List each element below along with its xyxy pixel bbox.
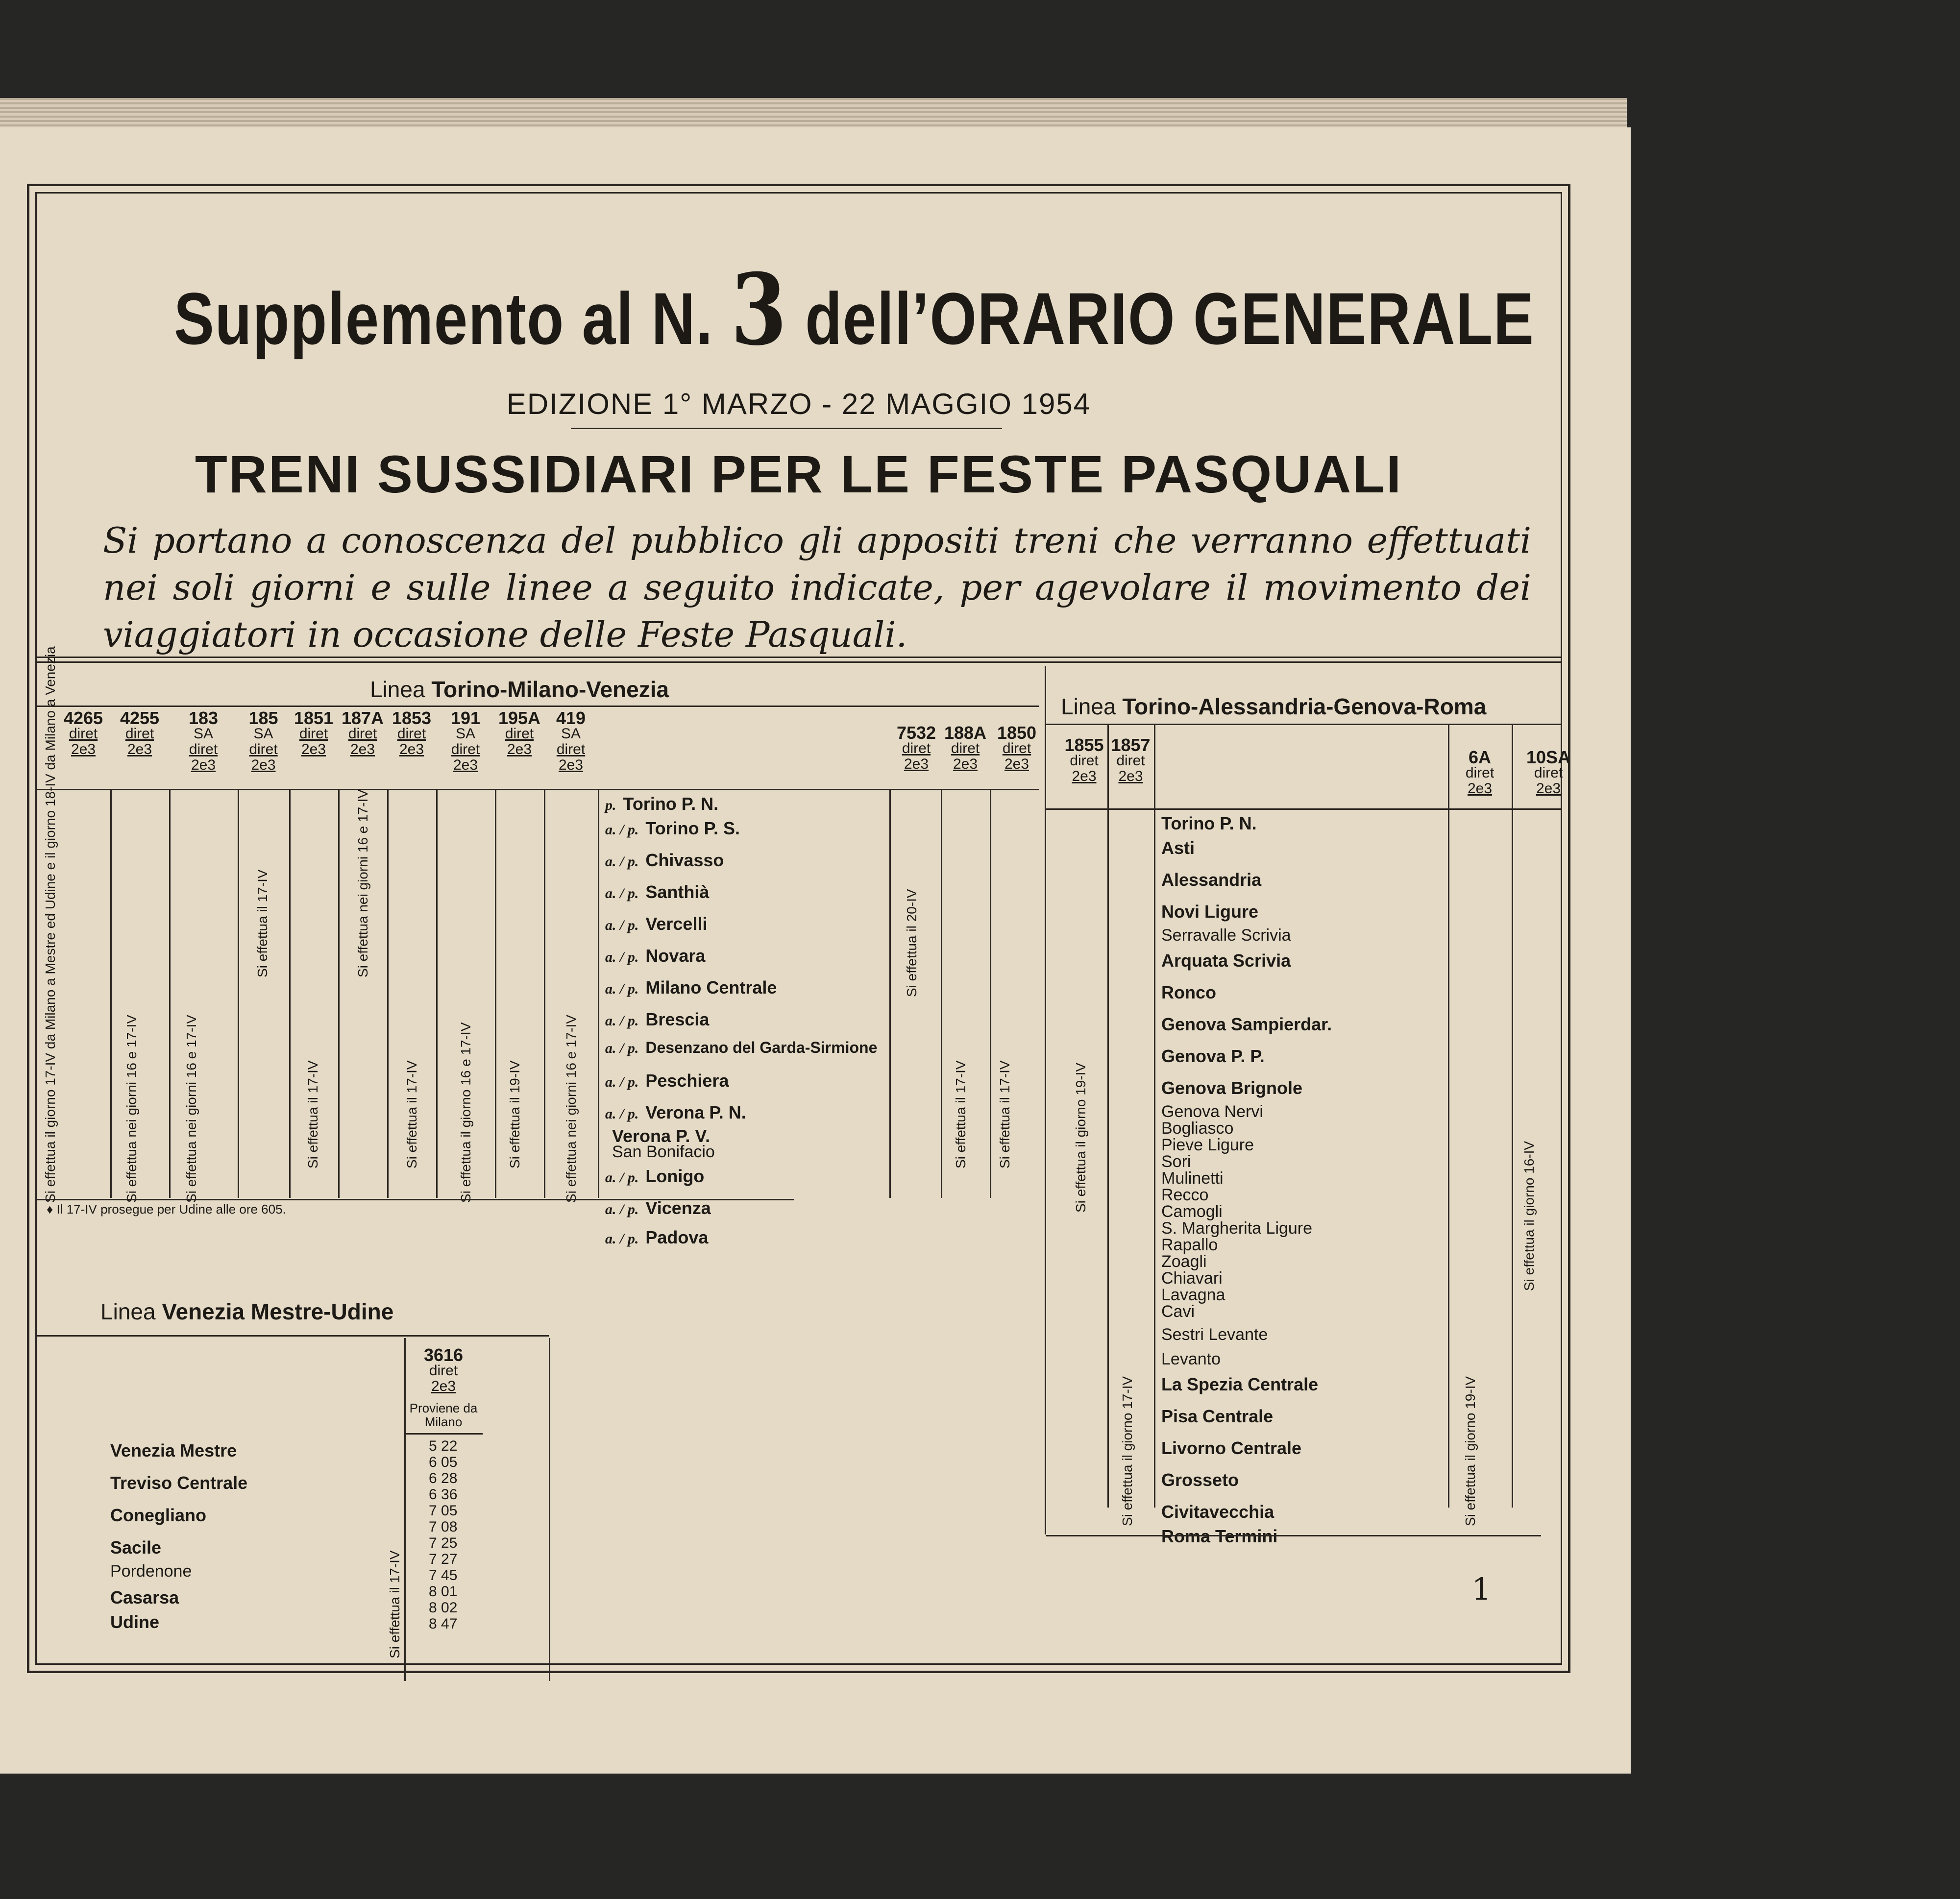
station-lavagna: Lavagna — [1161, 1286, 1225, 1304]
train-185: 185 SA diret 2e3 — [248, 708, 278, 773]
station-pordenone: Pordenone — [110, 1562, 192, 1581]
note-187a: Si effettua nei giorni 16 e 17-IV — [355, 789, 370, 977]
train-1850: 1850 diret 2e3 — [997, 723, 1037, 772]
station-sori: Sori — [1161, 1152, 1191, 1171]
train-1857: 1857 diret 2e3 — [1111, 735, 1151, 784]
note-7532: Si effettua il 20-IV — [904, 889, 919, 997]
train-187a: 187A diret 2e3 — [341, 708, 384, 757]
station-torino-ps: a. / p. Torino P. S. — [605, 818, 740, 838]
note-195a: Si effettua il 19-IV — [507, 1060, 522, 1169]
note-10sa: Si effettua il giorno 16-IV — [1521, 1141, 1537, 1291]
station-brescia: a. / p. Brescia — [605, 1009, 710, 1029]
station-milano-centrale: a. / p. Milano Centrale — [605, 977, 777, 998]
station-chivasso: a. / p. Chivasso — [605, 850, 724, 870]
note-4255: Si effettua nei giorni 16 e 17-IV — [124, 1015, 139, 1203]
station-torino-pn: p. Torino P. N. — [605, 794, 719, 814]
note-188a: Si effettua il 17-IV — [953, 1060, 968, 1169]
train-191: 191 SA diret 2e3 — [450, 708, 481, 773]
station-serravalle: Serravalle Scrivia — [1161, 926, 1291, 945]
train-188a: 188A diret 2e3 — [944, 723, 987, 772]
station-novi-ligure: Novi Ligure — [1161, 901, 1259, 922]
station-livorno: Livorno Centrale — [1161, 1438, 1302, 1458]
station-mulinetti: Mulinetti — [1161, 1169, 1224, 1188]
train-1855: 1855 diret 2e3 — [1064, 735, 1104, 784]
station-venezia-mestre: Venezia Mestre — [110, 1440, 237, 1461]
station-civitavecchia: Civitavecchia — [1161, 1502, 1274, 1522]
note-191: Si effettua il giorno 16 e 17-IV — [458, 1022, 473, 1203]
station-grosseto: Grosseto — [1161, 1470, 1239, 1490]
page-number: 1 — [1471, 1571, 1491, 1607]
station-roma-termini: Roma Termini — [1161, 1526, 1278, 1546]
station-cavi: Cavi — [1161, 1302, 1195, 1321]
supplement-title: Supplemento al N. 3 dell’ORARIO GENERALE — [173, 252, 1535, 367]
train-headers-right — [892, 725, 1044, 772]
note-185: Si effettua il 17-IV — [255, 869, 270, 977]
train-headers-genova-right — [1448, 747, 1585, 797]
times-3616: 5 22 6 05 6 28 6 36 7 05 7 08 7 25 7 27 7 45 8 01 8 02 8 47 — [429, 1438, 458, 1632]
edition-line: EDIZIONE 1° MARZO - 22 MAGGIO 1954 — [506, 388, 1091, 420]
train-10sa: 10SA diret 2e3 — [1526, 747, 1571, 797]
train-4265: 4265 diret 2e3 — [63, 708, 103, 757]
station-pieve-ligure: Pieve Ligure — [1161, 1136, 1254, 1154]
station-sacile: Sacile — [110, 1537, 162, 1558]
station-list-torino-milano-venezia — [605, 794, 884, 1218]
station-udine: Udine — [110, 1612, 160, 1632]
note-3616: Si effettua il 17-IV — [387, 1550, 402, 1658]
station-vercelli: a. / p. Vercelli — [605, 914, 708, 934]
station-verona-pv: Verona P. V. — [612, 1126, 710, 1146]
supplement-number: 3 — [731, 252, 788, 367]
station-genova-pp: Genova P. P. — [1161, 1046, 1265, 1066]
train-419: 419 SA diret 2e3 — [556, 708, 586, 773]
note-4265: Si effettua il giorno 17-IV da Milano a Mestre ed Udine e il giorno 18-IV da Milano a Venezia — [43, 646, 58, 1203]
station-verona-pn: a. / p. Verona P. N. — [605, 1102, 746, 1122]
station-rapallo: Rapallo — [1161, 1236, 1218, 1254]
station-recco: Recco — [1161, 1186, 1209, 1204]
train-195a: 195A diret 2e3 — [498, 708, 541, 757]
station-lonigo: a. / p. Lonigo — [605, 1166, 705, 1186]
station-levanto: Levanto — [1161, 1350, 1221, 1368]
train-3616: 3616 diret 2e3 Proviene da Milano — [409, 1345, 478, 1429]
station-santhia: a. / p. Santhià — [605, 882, 710, 902]
station-pisa: Pisa Centrale — [1161, 1406, 1274, 1426]
line-title-mestre-udine: Linea Venezia Mestre-Udine — [100, 1299, 394, 1324]
station-zoagli: Zoagli — [1161, 1252, 1207, 1271]
line-title-torino-milano-venezia: Linea Torino-Milano-Venezia — [370, 677, 669, 702]
station-s-margherita: S. Margherita Ligure — [1161, 1219, 1313, 1238]
timetable-page — [0, 127, 1631, 1774]
train-1853: 1853 diret 2e3 — [392, 708, 432, 757]
station-bogliasco: Bogliasco — [1161, 1119, 1234, 1138]
note-419: Si effettua nei giorni 16 e 17-IV — [564, 1015, 579, 1203]
station-camogli: Camogli — [1161, 1202, 1223, 1221]
headline: TRENI SUSSIDIARI PER LE FESTE PASQUALI — [195, 444, 1403, 504]
train-6a: 6A diret 2e3 — [1465, 747, 1494, 797]
station-genova-nervi: Genova Nervi — [1161, 1102, 1263, 1121]
footnote: ♦ Il 17-IV prosegue per Udine alle ore 605. — [47, 1202, 286, 1217]
station-vicenza: a. / p. Vicenza — [605, 1198, 711, 1218]
station-chiavari: Chiavari — [1161, 1269, 1223, 1288]
station-treviso: Treviso Centrale — [110, 1473, 248, 1493]
station-genova-brignole: Genova Brignole — [1161, 1078, 1303, 1098]
station-g-torino-pn: Torino P. N. — [1161, 813, 1257, 833]
note-1857: Si effettua il giorno 17-IV — [1120, 1376, 1135, 1526]
station-genova-sampierdarena: Genova Sampierdar. — [1161, 1014, 1332, 1034]
note-1850: Si effettua il 17-IV — [997, 1060, 1012, 1169]
train-1851: 1851 diret 2e3 — [294, 708, 334, 757]
note-183: Si effettua nei giorni 16 e 17-IV — [184, 1015, 199, 1203]
station-sestri-levante: Sestri Levante — [1161, 1325, 1268, 1344]
station-asti: Asti — [1161, 838, 1195, 858]
train-headers-left — [56, 710, 598, 773]
station-la-spezia: La Spezia Centrale — [1161, 1374, 1319, 1394]
station-conegliano: Conegliano — [110, 1505, 206, 1525]
station-ronco: Ronco — [1161, 982, 1216, 1002]
station-desenzano: a. / p. Desenzano del Garda-Sirmione — [605, 1039, 878, 1056]
train-7532: 7532 diret 2e3 — [896, 723, 936, 772]
line-title-torino-genova-roma: Linea Torino-Alessandria-Genova-Roma — [1061, 694, 1487, 719]
note-1853: Si effettua il 17-IV — [404, 1060, 419, 1169]
station-arquata: Arquata Scrivia — [1161, 950, 1291, 971]
station-peschiera: a. / p. Peschiera — [605, 1071, 729, 1091]
note-6a: Si effettua il giorno 19-IV — [1463, 1376, 1478, 1526]
note-1855: Si effettua il giorno 19-IV — [1073, 1062, 1088, 1213]
page-frame — [27, 184, 1570, 1673]
intro-paragraph: Si portano a conoscenza del pubblico gli appositi treni che verranno effettuati nei soli giorni e sulle linee a seguito indicate, per agevolare il movimento dei viaggiatori in occasione delle Feste Pasquali. — [103, 520, 1531, 655]
station-padova: a. / p. Padova — [605, 1227, 709, 1247]
station-novara: a. / p. Novara — [605, 946, 706, 966]
station-san-bonifacio: San Bonifacio — [612, 1143, 715, 1161]
note-1851: Si effettua il 17-IV — [305, 1060, 320, 1169]
train-183: 183 SA diret 2e3 — [188, 708, 219, 773]
station-alessandria: Alessandria — [1161, 870, 1262, 890]
train-4255: 4255 diret 2e3 — [120, 708, 160, 757]
station-casarsa: Casarsa — [110, 1587, 179, 1607]
